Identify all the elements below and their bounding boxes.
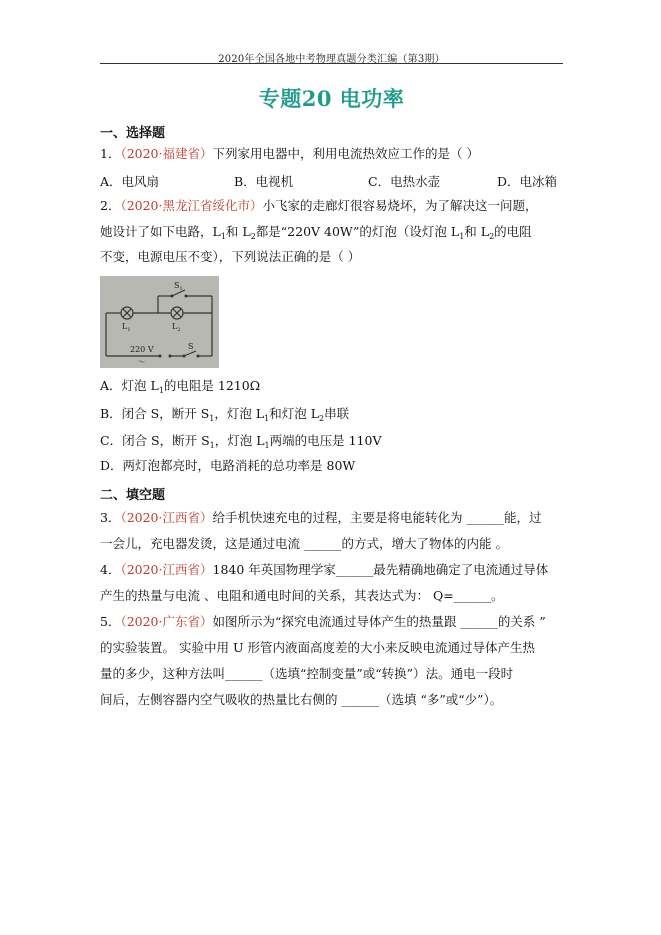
subscript: 1 bbox=[209, 441, 215, 450]
label-l2: $L_2$ bbox=[172, 322, 181, 333]
q2-option-a bbox=[100, 377, 566, 395]
subscript: 1 bbox=[459, 232, 465, 241]
question-source: （2020·江西省） bbox=[120, 562, 213, 577]
subscript: 2 bbox=[319, 414, 325, 423]
question-5-line-1 bbox=[100, 613, 566, 631]
q1-option-b: B．电视机 bbox=[234, 174, 294, 189]
question-text: 下列家用电器中，利用电流热效应工作的是（ ） bbox=[212, 146, 479, 161]
question-text: 给手机快速充电的过程，主要是将电能转化为 ______能，过 bbox=[212, 510, 542, 525]
question-source: （2020·广东省） bbox=[120, 614, 213, 629]
q1-option-c: C．电热水壶 bbox=[368, 174, 441, 189]
question-3-line-1 bbox=[100, 509, 566, 527]
question-2-line-1 bbox=[100, 197, 566, 215]
label-l1: $L_1$ bbox=[122, 322, 131, 333]
question-number: 3． bbox=[100, 510, 121, 525]
q1-option-d: D．电冰箱 bbox=[497, 174, 558, 189]
question-5-line-2: 的实验装置。 实验中用 U 形管内液面高度差的大小来反映电流通过导体产生热 bbox=[100, 640, 535, 655]
question-text: 如图所示为“探究电流通过导体产生的热量跟 ______的关系 ” bbox=[212, 614, 546, 629]
question-5-line-4: 间后，左侧容器内空气吸收的热量比右侧的 ______（选填 “多”或“少”）。 bbox=[100, 692, 503, 707]
question-source: （2020·黑龙江省绥化市） bbox=[120, 198, 263, 213]
text-fragment: 她设计了如下电路，L bbox=[100, 224, 221, 239]
question-5-line-3: 量的多少，这种方法叫______（选填“控制变量”或“转换”）法。通电一段时 bbox=[100, 666, 514, 681]
question-3-line-2: 一会儿，充电器发烫，这是通过电流 ______的方式，增大了物体的内能 。 bbox=[100, 536, 508, 551]
question-number: 4． bbox=[100, 562, 121, 577]
section-heading-choice: 一、选择题 bbox=[100, 126, 166, 141]
subscript: 1 bbox=[264, 441, 270, 450]
text-fragment: 的电阻 bbox=[494, 224, 532, 239]
subscript: 1 bbox=[158, 386, 164, 395]
label-voltage: 220 V bbox=[130, 345, 154, 354]
subscript: 2 bbox=[489, 232, 495, 241]
text-fragment: 和 L bbox=[225, 224, 251, 239]
question-source: （2020·福建省） bbox=[120, 146, 213, 161]
page-header: 2020年全国各地中考物理真题分类汇编（第3期） bbox=[218, 54, 445, 65]
q2-option-c bbox=[100, 432, 566, 450]
text-fragment: 串联 bbox=[324, 406, 350, 421]
text-fragment: C．闭合 S，断开 S bbox=[100, 433, 210, 448]
question-number: 1． bbox=[100, 146, 121, 161]
text-fragment: ，灯泡 L bbox=[214, 406, 265, 421]
question-2-line-3: 不变，电源电压不变），下列说法正确的是（ ） bbox=[100, 249, 361, 264]
question-4-line-2: 产生的热量与电流 、电阻和通电时间的关系，其表达式为： Q=______。 bbox=[100, 588, 504, 603]
subscript: 1 bbox=[220, 232, 226, 241]
label-s: S bbox=[188, 342, 194, 351]
question-1 bbox=[100, 145, 566, 163]
text-fragment: ，灯泡 L bbox=[214, 433, 265, 448]
text-fragment: 和 L bbox=[464, 224, 490, 239]
q2-option-d: D．两灯泡都亮时，电路消耗的总功率是 80W bbox=[100, 458, 356, 473]
q1-option-a: A．电风扇 bbox=[100, 174, 160, 189]
question-text: 小飞家的走廊灯很容易烧坏，为了解决这一问题， bbox=[262, 198, 538, 213]
text-fragment: 的电阻是 1210Ω bbox=[163, 378, 261, 393]
question-source: （2020·江西省） bbox=[120, 510, 213, 525]
question-2-line-2 bbox=[100, 223, 566, 241]
text-fragment: 和灯泡 L bbox=[269, 406, 320, 421]
question-4-line-1 bbox=[100, 561, 566, 579]
question-number: 5． bbox=[100, 614, 121, 629]
label-ac: ～ bbox=[138, 358, 145, 366]
label-s1: $S_1$ bbox=[174, 281, 183, 292]
section-heading-fill: 二、填空题 bbox=[100, 488, 166, 503]
subscript: 1 bbox=[264, 414, 270, 423]
q2-option-b bbox=[100, 405, 566, 423]
text-fragment: B．闭合 S，断开 S bbox=[100, 406, 210, 421]
header-divider bbox=[100, 63, 563, 64]
circuit-diagram bbox=[100, 276, 219, 368]
circuit-drawing bbox=[100, 276, 219, 368]
question-text: 1840 年英国物理学家______最先精确地确定了电流通过导体 bbox=[212, 562, 549, 577]
subscript: 2 bbox=[250, 232, 256, 241]
text-fragment: 都是“220V 40W”的灯泡（设灯泡 L bbox=[255, 224, 460, 239]
question-number: 2． bbox=[100, 198, 121, 213]
text-fragment: A．灯泡 L bbox=[100, 378, 159, 393]
text-fragment: 两端的电压是 110V bbox=[269, 433, 382, 448]
page-title: 专题20 电功率 bbox=[258, 86, 405, 111]
subscript: 1 bbox=[209, 414, 215, 423]
